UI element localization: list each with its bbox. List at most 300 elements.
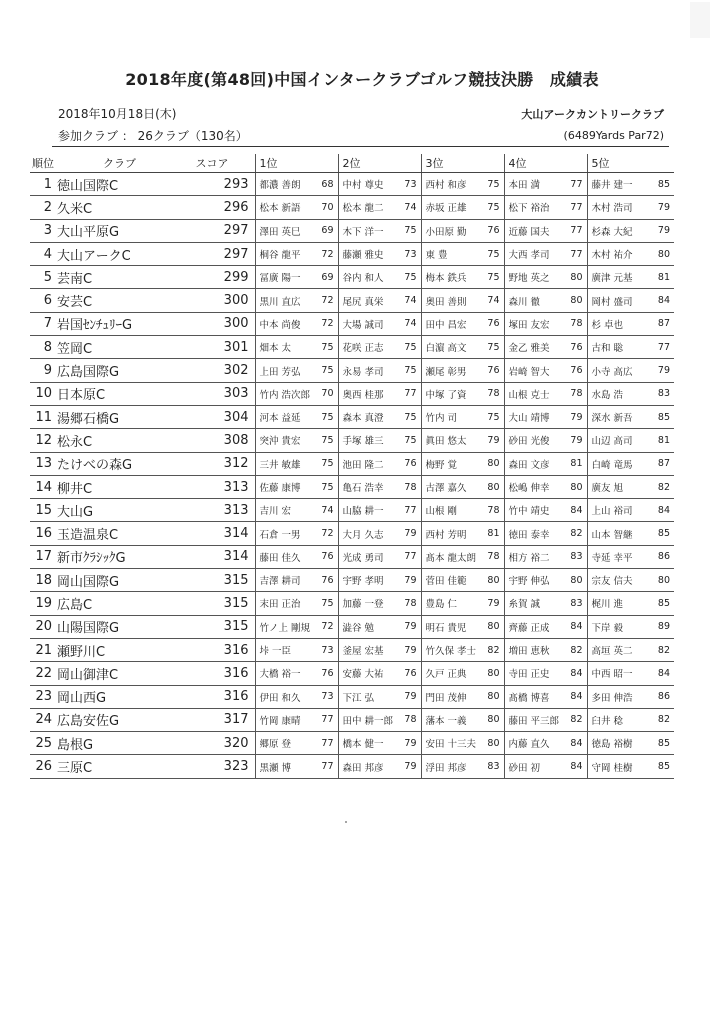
club-cell: 山陽国際G xyxy=(57,615,177,638)
score-cell: 297 xyxy=(177,219,255,242)
player-name-cell: 松下 裕治 xyxy=(504,196,569,219)
player-score-cell: 73 xyxy=(320,638,338,661)
player-name-cell: 奥西 桂那 xyxy=(338,382,403,405)
player-score-cell: 75 xyxy=(403,336,421,359)
player-score-cell: 84 xyxy=(569,685,587,708)
rank-cell: 5 xyxy=(30,266,57,289)
club-cell: 大山平原G xyxy=(57,219,177,242)
player-name-cell: 末田 正治 xyxy=(255,592,320,615)
player-score-cell: 86 xyxy=(652,685,674,708)
player-score-cell: 75 xyxy=(320,592,338,615)
player-score-cell: 69 xyxy=(320,266,338,289)
club-cell: 岩国ｾﾝﾁｭﾘｰG xyxy=(57,312,177,335)
table-row xyxy=(30,545,674,568)
player-score-cell: 72 xyxy=(320,522,338,545)
player-score-cell: 84 xyxy=(652,662,674,685)
player-name-cell: 砂田 初 xyxy=(504,755,569,778)
table-row xyxy=(30,336,674,359)
player-name-cell: 塚田 友宏 xyxy=(504,312,569,335)
player-name-cell: 田中 昌宏 xyxy=(421,312,486,335)
rank-cell: 19 xyxy=(30,592,57,615)
player-name-cell: 竹内 浩次郎 xyxy=(255,382,320,405)
player-score-cell: 80 xyxy=(486,452,504,475)
table-row xyxy=(30,242,674,265)
club-cell: 大山G xyxy=(57,499,177,522)
rank-cell: 26 xyxy=(30,755,57,778)
player-score-cell: 74 xyxy=(320,499,338,522)
player-name-cell: 宇野 孝明 xyxy=(338,569,403,592)
player-score-cell: 68 xyxy=(320,173,338,196)
player-score-cell: 78 xyxy=(403,592,421,615)
player-name-cell: 竹中 靖史 xyxy=(504,499,569,522)
player-score-cell: 79 xyxy=(403,732,421,755)
table-row xyxy=(30,592,674,615)
player-name-cell: 谷内 和人 xyxy=(338,266,403,289)
player-score-cell: 85 xyxy=(652,732,674,755)
player-name-cell: 杉森 大紀 xyxy=(587,219,652,242)
player-score-cell: 84 xyxy=(569,615,587,638)
player-score-cell: 79 xyxy=(652,219,674,242)
player-name-cell: 内藤 直久 xyxy=(504,732,569,755)
player-score-cell: 77 xyxy=(320,755,338,778)
player-score-cell: 85 xyxy=(652,755,674,778)
player-score-cell: 78 xyxy=(569,312,587,335)
player-name-cell: 岡村 盛司 xyxy=(587,289,652,312)
player-name-cell: 石倉 一男 xyxy=(255,522,320,545)
player-score-cell: 87 xyxy=(652,312,674,335)
event-info xyxy=(58,103,248,147)
player-score-cell: 82 xyxy=(569,708,587,731)
rank-cell: 17 xyxy=(30,545,57,568)
player-name-cell: 梶川 進 xyxy=(587,592,652,615)
results-body xyxy=(30,173,674,779)
header-3rd: 3位 xyxy=(421,154,504,173)
player-score-cell: 75 xyxy=(320,405,338,428)
player-score-cell: 80 xyxy=(486,732,504,755)
player-score-cell: 78 xyxy=(403,708,421,731)
player-name-cell: 西村 芳明 xyxy=(421,522,486,545)
table-row xyxy=(30,289,674,312)
rank-cell: 7 xyxy=(30,312,57,335)
player-score-cell: 76 xyxy=(320,662,338,685)
table-row xyxy=(30,359,674,382)
player-name-cell: 明石 貴児 xyxy=(421,615,486,638)
player-score-cell: 77 xyxy=(403,499,421,522)
header-club: クラブ xyxy=(57,154,177,173)
player-name-cell: 橋本 健一 xyxy=(338,732,403,755)
club-cell: 湯郷石橋G xyxy=(57,405,177,428)
player-score-cell: 76 xyxy=(569,336,587,359)
club-cell: 芸南C xyxy=(57,266,177,289)
player-name-cell: 木下 洋一 xyxy=(338,219,403,242)
player-name-cell: 西村 和彦 xyxy=(421,173,486,196)
scan-dot xyxy=(345,821,347,823)
player-name-cell: 竹ノ上 剛規 xyxy=(255,615,320,638)
rank-cell: 13 xyxy=(30,452,57,475)
player-name-cell: 垰 一臣 xyxy=(255,638,320,661)
scan-smudge xyxy=(690,2,710,38)
table-row xyxy=(30,499,674,522)
player-score-cell: 84 xyxy=(569,755,587,778)
header-5th: 5位 xyxy=(587,154,674,173)
rank-cell: 4 xyxy=(30,242,57,265)
player-score-cell: 82 xyxy=(569,638,587,661)
table-row xyxy=(30,429,674,452)
player-score-cell: 77 xyxy=(569,173,587,196)
score-cell: 315 xyxy=(177,592,255,615)
club-cell: 岡山国際G xyxy=(57,569,177,592)
player-score-cell: 74 xyxy=(403,196,421,219)
player-score-cell: 74 xyxy=(403,312,421,335)
player-name-cell: 藤田 佳久 xyxy=(255,545,320,568)
player-name-cell: 宗友 信夫 xyxy=(587,569,652,592)
player-name-cell: 白崎 竜馬 xyxy=(587,452,652,475)
club-cell: 玉造温泉C xyxy=(57,522,177,545)
player-score-cell: 85 xyxy=(652,173,674,196)
player-name-cell: 加藤 一登 xyxy=(338,592,403,615)
venue-info xyxy=(521,104,664,146)
player-name-cell: 山辺 高司 xyxy=(587,429,652,452)
player-name-cell: 徳田 泰幸 xyxy=(504,522,569,545)
player-score-cell: 86 xyxy=(652,545,674,568)
player-name-cell: 増田 恵秋 xyxy=(504,638,569,661)
player-score-cell: 77 xyxy=(403,545,421,568)
player-name-cell: 吉川 宏 xyxy=(255,499,320,522)
player-name-cell: 高垣 英二 xyxy=(587,638,652,661)
player-name-cell: 廣津 元基 xyxy=(587,266,652,289)
player-name-cell: 花咲 正志 xyxy=(338,336,403,359)
player-score-cell: 75 xyxy=(320,452,338,475)
table-row xyxy=(30,615,674,638)
rank-cell: 15 xyxy=(30,499,57,522)
score-cell: 320 xyxy=(177,732,255,755)
player-name-cell: 澁谷 勉 xyxy=(338,615,403,638)
club-cell: 柳井C xyxy=(57,475,177,498)
event-date: 2018年10月18日(木) xyxy=(58,107,177,121)
player-score-cell: 84 xyxy=(569,732,587,755)
player-name-cell: 吉澤 耕司 xyxy=(255,569,320,592)
player-score-cell: 87 xyxy=(652,452,674,475)
player-name-cell: 都濃 善朗 xyxy=(255,173,320,196)
player-score-cell: 84 xyxy=(652,289,674,312)
player-name-cell: 安田 十三夫 xyxy=(421,732,486,755)
player-name-cell: 佐藤 康博 xyxy=(255,475,320,498)
player-name-cell: 守岡 桂樹 xyxy=(587,755,652,778)
player-name-cell: 山脇 耕一 xyxy=(338,499,403,522)
score-cell: 301 xyxy=(177,336,255,359)
player-score-cell: 89 xyxy=(652,615,674,638)
rank-cell: 2 xyxy=(30,196,57,219)
club-cell: 松永C xyxy=(57,429,177,452)
player-score-cell: 74 xyxy=(486,289,504,312)
score-cell: 316 xyxy=(177,662,255,685)
header-rank: 順位 xyxy=(30,154,57,173)
player-name-cell: 奥田 善則 xyxy=(421,289,486,312)
player-name-cell: 大西 孝司 xyxy=(504,242,569,265)
table-row xyxy=(30,662,674,685)
player-score-cell: 76 xyxy=(320,569,338,592)
player-name-cell: 竹内 司 xyxy=(421,405,486,428)
club-cell: 島根G xyxy=(57,732,177,755)
player-name-cell: 大橋 裕一 xyxy=(255,662,320,685)
table-row xyxy=(30,569,674,592)
player-name-cell: 黒瀬 博 xyxy=(255,755,320,778)
player-name-cell: 小寺 高広 xyxy=(587,359,652,382)
player-name-cell: 古和 聡 xyxy=(587,336,652,359)
player-name-cell: 赤坂 正雄 xyxy=(421,196,486,219)
player-name-cell: 岩崎 智大 xyxy=(504,359,569,382)
player-score-cell: 79 xyxy=(403,638,421,661)
player-name-cell: 古澤 嘉久 xyxy=(421,475,486,498)
player-score-cell: 80 xyxy=(569,475,587,498)
player-name-cell: 近藤 国夫 xyxy=(504,219,569,242)
player-score-cell: 79 xyxy=(403,569,421,592)
player-score-cell: 78 xyxy=(569,382,587,405)
table-row xyxy=(30,312,674,335)
player-name-cell: 徳島 裕樹 xyxy=(587,732,652,755)
player-score-cell: 72 xyxy=(320,312,338,335)
rank-cell: 3 xyxy=(30,219,57,242)
player-score-cell: 78 xyxy=(486,382,504,405)
player-score-cell: 79 xyxy=(403,755,421,778)
club-cell: 日本原C xyxy=(57,382,177,405)
score-cell: 315 xyxy=(177,569,255,592)
player-score-cell: 83 xyxy=(569,545,587,568)
player-score-cell: 75 xyxy=(403,219,421,242)
table-row xyxy=(30,196,674,219)
player-name-cell: 寺田 正史 xyxy=(504,662,569,685)
score-cell: 302 xyxy=(177,359,255,382)
player-name-cell: 髙本 龍太朗 xyxy=(421,545,486,568)
rank-cell: 11 xyxy=(30,405,57,428)
player-name-cell: 浮田 邦彦 xyxy=(421,755,486,778)
player-score-cell: 82 xyxy=(652,475,674,498)
player-score-cell: 75 xyxy=(320,359,338,382)
player-name-cell: 手塚 雄三 xyxy=(338,429,403,452)
player-score-cell: 72 xyxy=(320,615,338,638)
player-name-cell: 田中 耕一郎 xyxy=(338,708,403,731)
rank-cell: 22 xyxy=(30,662,57,685)
table-row xyxy=(30,475,674,498)
rank-cell: 6 xyxy=(30,289,57,312)
club-cell: 大山アークC xyxy=(57,242,177,265)
player-score-cell: 83 xyxy=(569,592,587,615)
player-score-cell: 75 xyxy=(486,266,504,289)
rank-cell: 21 xyxy=(30,638,57,661)
player-name-cell: 畑本 太 xyxy=(255,336,320,359)
score-cell: 313 xyxy=(177,499,255,522)
player-score-cell: 81 xyxy=(569,452,587,475)
player-score-cell: 75 xyxy=(403,266,421,289)
player-score-cell: 76 xyxy=(320,545,338,568)
player-score-cell: 75 xyxy=(320,336,338,359)
player-score-cell: 78 xyxy=(403,475,421,498)
player-name-cell: 糸賀 誠 xyxy=(504,592,569,615)
player-name-cell: 小田原 勤 xyxy=(421,219,486,242)
header-2nd: 2位 xyxy=(338,154,421,173)
player-name-cell: 豊島 仁 xyxy=(421,592,486,615)
player-name-cell: 本田 満 xyxy=(504,173,569,196)
player-score-cell: 80 xyxy=(569,569,587,592)
player-score-cell: 77 xyxy=(320,732,338,755)
player-name-cell: 深水 新吾 xyxy=(587,405,652,428)
table-row xyxy=(30,405,674,428)
club-cell: 徳山国際C xyxy=(57,173,177,196)
player-score-cell: 85 xyxy=(652,522,674,545)
player-name-cell: 瀬尾 彰男 xyxy=(421,359,486,382)
player-name-cell: 藩本 一義 xyxy=(421,708,486,731)
player-name-cell: 山根 克士 xyxy=(504,382,569,405)
club-cell: 新市ｸﾗｼｯｸG xyxy=(57,545,177,568)
table-row xyxy=(30,708,674,731)
player-name-cell: 藤井 建一 xyxy=(587,173,652,196)
score-cell: 316 xyxy=(177,685,255,708)
header-4th: 4位 xyxy=(504,154,587,173)
player-score-cell: 77 xyxy=(569,196,587,219)
rank-cell: 18 xyxy=(30,569,57,592)
score-cell: 314 xyxy=(177,545,255,568)
participants-count: 参加クラブ ： 26クラブ（130名） xyxy=(58,129,248,143)
player-score-cell: 72 xyxy=(320,289,338,312)
player-score-cell: 77 xyxy=(569,219,587,242)
player-name-cell: 杉 卓也 xyxy=(587,312,652,335)
player-name-cell: 河本 益延 xyxy=(255,405,320,428)
header-1st: 1位 xyxy=(255,154,338,173)
player-name-cell: 藤瀬 雅史 xyxy=(338,242,403,265)
results-table xyxy=(30,154,674,779)
player-name-cell: 三井 敏雄 xyxy=(255,452,320,475)
player-name-cell: 野地 英之 xyxy=(504,266,569,289)
table-row xyxy=(30,755,674,778)
player-score-cell: 75 xyxy=(320,429,338,452)
score-cell: 312 xyxy=(177,452,255,475)
player-name-cell: 上田 芳弘 xyxy=(255,359,320,382)
player-score-cell: 84 xyxy=(652,499,674,522)
player-name-cell: 水島 浩 xyxy=(587,382,652,405)
player-score-cell: 78 xyxy=(486,499,504,522)
player-name-cell: 臼井 稔 xyxy=(587,708,652,731)
player-name-cell: 多田 伸浩 xyxy=(587,685,652,708)
player-score-cell: 74 xyxy=(403,289,421,312)
player-name-cell: 梅本 鉄兵 xyxy=(421,266,486,289)
player-score-cell: 73 xyxy=(403,173,421,196)
score-cell: 300 xyxy=(177,312,255,335)
player-score-cell: 75 xyxy=(486,242,504,265)
player-score-cell: 80 xyxy=(652,242,674,265)
player-name-cell: 大山 靖博 xyxy=(504,405,569,428)
player-score-cell: 80 xyxy=(569,289,587,312)
player-score-cell: 79 xyxy=(486,429,504,452)
player-score-cell: 81 xyxy=(486,522,504,545)
player-score-cell: 73 xyxy=(320,685,338,708)
club-cell: 三原C xyxy=(57,755,177,778)
player-score-cell: 77 xyxy=(320,708,338,731)
player-score-cell: 80 xyxy=(486,685,504,708)
player-score-cell: 80 xyxy=(486,708,504,731)
player-name-cell: 東 豊 xyxy=(421,242,486,265)
player-score-cell: 85 xyxy=(652,405,674,428)
player-name-cell: 金乙 雅美 xyxy=(504,336,569,359)
player-score-cell: 83 xyxy=(486,755,504,778)
player-score-cell: 82 xyxy=(486,638,504,661)
player-name-cell: 山根 剛 xyxy=(421,499,486,522)
player-name-cell: 池田 隆二 xyxy=(338,452,403,475)
document-title: 2018年度(第48回)中国インタークラブゴルフ競技決勝 成績表 xyxy=(125,70,599,89)
score-cell: 299 xyxy=(177,266,255,289)
player-score-cell: 78 xyxy=(486,545,504,568)
player-name-cell: 森本 真澄 xyxy=(338,405,403,428)
player-name-cell: 中村 尊史 xyxy=(338,173,403,196)
score-cell: 313 xyxy=(177,475,255,498)
player-name-cell: 久戸 正典 xyxy=(421,662,486,685)
player-name-cell: 大月 久志 xyxy=(338,522,403,545)
player-name-cell: 黒川 直広 xyxy=(255,289,320,312)
player-name-cell: 突沖 貴宏 xyxy=(255,429,320,452)
rank-cell: 1 xyxy=(30,173,57,196)
score-cell: 293 xyxy=(177,173,255,196)
player-score-cell: 76 xyxy=(486,359,504,382)
player-name-cell: 桐谷 龍平 xyxy=(255,242,320,265)
table-row xyxy=(30,382,674,405)
table-header-row xyxy=(30,154,674,173)
table-row xyxy=(30,173,674,196)
venue-name: 大山アークカントリークラブ xyxy=(521,108,664,121)
player-score-cell: 81 xyxy=(652,266,674,289)
player-name-cell: 木村 浩司 xyxy=(587,196,652,219)
player-name-cell: 下江 弘 xyxy=(338,685,403,708)
player-name-cell: 大場 誠司 xyxy=(338,312,403,335)
player-name-cell: 郷原 登 xyxy=(255,732,320,755)
player-score-cell: 79 xyxy=(652,196,674,219)
player-name-cell: 森川 徹 xyxy=(504,289,569,312)
club-cell: 安芸C xyxy=(57,289,177,312)
player-score-cell: 82 xyxy=(652,638,674,661)
player-score-cell: 76 xyxy=(403,662,421,685)
score-cell: 316 xyxy=(177,638,255,661)
player-score-cell: 79 xyxy=(569,429,587,452)
table-row xyxy=(30,219,674,242)
score-cell: 300 xyxy=(177,289,255,312)
rank-cell: 20 xyxy=(30,615,57,638)
rank-cell: 25 xyxy=(30,732,57,755)
rank-cell: 12 xyxy=(30,429,57,452)
player-name-cell: 砂田 光俊 xyxy=(504,429,569,452)
player-name-cell: 釜屋 宏基 xyxy=(338,638,403,661)
rank-cell: 10 xyxy=(30,382,57,405)
player-score-cell: 70 xyxy=(320,382,338,405)
player-score-cell: 80 xyxy=(486,615,504,638)
player-name-cell: 松嶋 伸幸 xyxy=(504,475,569,498)
player-score-cell: 75 xyxy=(486,173,504,196)
score-cell: 308 xyxy=(177,429,255,452)
player-score-cell: 80 xyxy=(486,475,504,498)
player-name-cell: 菅田 佳範 xyxy=(421,569,486,592)
table-row xyxy=(30,522,674,545)
player-score-cell: 75 xyxy=(486,336,504,359)
player-name-cell: 松本 龍二 xyxy=(338,196,403,219)
score-cell: 315 xyxy=(177,615,255,638)
player-name-cell: 澤田 英巳 xyxy=(255,219,320,242)
rank-cell: 24 xyxy=(30,708,57,731)
player-name-cell: 永易 孝司 xyxy=(338,359,403,382)
score-cell: 303 xyxy=(177,382,255,405)
player-score-cell: 76 xyxy=(569,359,587,382)
player-name-cell: 齊藤 正成 xyxy=(504,615,569,638)
player-name-cell: 寺延 幸平 xyxy=(587,545,652,568)
player-score-cell: 75 xyxy=(320,475,338,498)
player-score-cell: 80 xyxy=(652,569,674,592)
player-score-cell: 82 xyxy=(652,708,674,731)
